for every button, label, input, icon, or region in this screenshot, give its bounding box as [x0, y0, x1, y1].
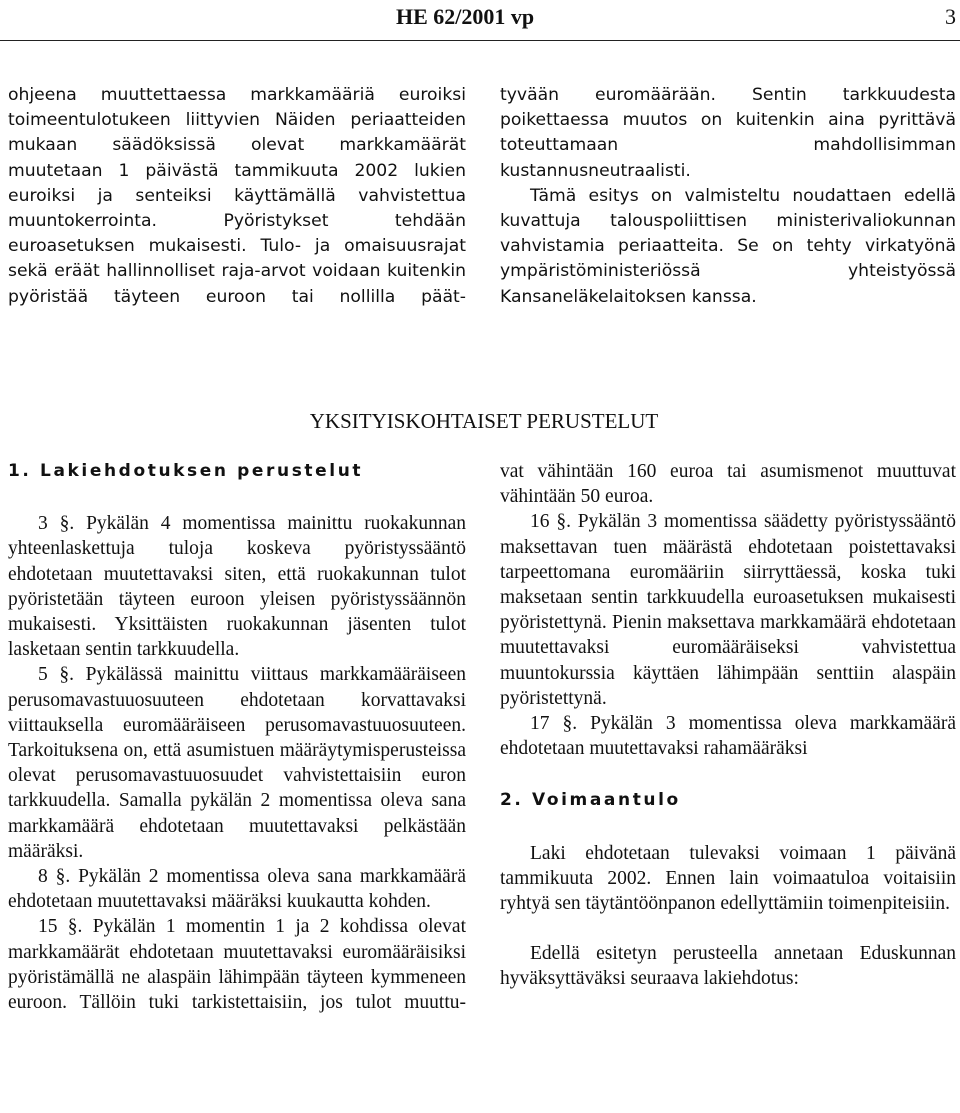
top-left-column [8, 83, 466, 310]
section-paragraph: Edellä esitetyn perusteella annetaan Eduskunnan hyväksyttäväksi seuraava lakiehdotus: [500, 943, 956, 990]
section-paragraph: 17 §. Pykälän 3 momentissa oleva markkamäärä ehdotetaan muutettavaksi rahamääräksi [500, 713, 956, 760]
page-number: 3 [945, 4, 956, 29]
document-id: HE 62/2001 vp [396, 4, 535, 29]
section-paragraph: 16 §. Pykälän 3 momentissa säädetty pyöristyssääntö maksettavan tuen määrästä ehdotetaan poistettavaksi tarpeettomana euromääriin siirryttäessä, koska tuki maksetaan sentin tarkkuudella euroasetuksen mukaisesti pyöristettynä. Pienin maksettava markkamäärä ehdotetaan muutettavaksi euromääräiseksi vahvistettua muuntokurssia käyttäen lähimpään senttiin alaspäin pyöristettynä. [500, 511, 956, 709]
body-paragraph: Tämä esitys on valmisteltu noudattaen edellä kuvattuja talouspoliittisen ministerivaliokunnan vahvistamia periaatteita. Se on tehty virkatyönä ympäristöministeriössä yhteistyössä Kansaneläkelaitoksen kanssa. [500, 185, 956, 307]
section-paragraph: 3 §. Pykälän 4 momentissa mainittu ruokakunnan yhteenlaskettuja tuloja koskeva pyöristyssääntö ehdotetaan muutettavaksi siten, että ruokakunnan tulot pyöristetään täyteen euroon yleisen pyöristyssäännön mukaisesti. Yksittäisten ruokakunnan jäsenten tulot lasketaan sentin tarkkuudella. [8, 513, 466, 661]
body-paragraph: tyvään euromäärään. Sentin tarkkuudesta poikettaessa muutos on kuitenkin aina pyrittävä toteuttamaan mahdollisimman kustannusneutraalisti. [500, 85, 956, 181]
section-paragraph: 15 §. Pykälän 1 momentin 1 ja 2 kohdissa olevat markkamäärät ehdotetaan muutettavaksi euromääräisiksi pyöristämällä ne alaspäin lähimpään täyteen kymmeneen euroon. Tällöin tuki tarkistettaisiin, jos tulot muuttu- [8, 916, 466, 1014]
body-paragraph: ohjeena muuttettaessa markkamääriä euroiksi toimeentulotukeen liittyvien Näiden periaatteiden mukaan säädöksissä olevat markkamäärät muutetaan 1 päivästä tammikuuta 2002 lukien euroiksi ja senteiksi käyttämällä vahvistettua muuntokerrointa. Pyöristykset tehdään euroasetuksen mukaisesti. Tulo- ja omaisuusrajat sekä eräät hallinnolliset raja-arvot voidaan kuitenkin pyöristää täyteen euroon tai nollilla päät- [8, 85, 466, 307]
section-paragraph: vat vähintään 160 euroa tai asumismenot muuttuvat vähintään 50 euroa. [500, 461, 956, 508]
section-paragraph: 5 §. Pykälässä mainittu viittaus markkamääräiseen perusomavastuuosuuteen ehdotetaan korvattavaksi viittauksella euromääräiseen perusomavastuuosuuteen. Tarkoituksena on, että asumistuen määräytymisperusteissa olevat perusomavastuuosuudet vahvistettaisiin euron tarkkuudella. Samalla pykälän 2 momentissa oleva sana markkamäärä ehdotetaan muutettavaksi pelkästään määräksi. [8, 664, 466, 862]
bottom-right-column [500, 459, 956, 992]
top-right-column [500, 83, 956, 310]
section-paragraph: 8 §. Pykälän 2 momentissa oleva sana markkamäärä ehdotetaan muutettavaksi määräksi kuukautta kohden. [8, 866, 466, 913]
main-heading: YKSITYISKOHTAISET PERUSTELUT [309, 409, 659, 433]
page-header [0, 0, 960, 41]
section-heading: 2. Voimaantulo [500, 790, 681, 811]
section-heading: 1. Lakiehdotuksen perustelut [8, 461, 364, 481]
section-paragraph: Laki ehdotetaan tulevaksi voimaan 1 päivänä tammikuuta 2002. Ennen lain voimaatuloa voitaisiin ryhtyä sen täytäntöönpanon edellyttämiin toimenpiteisiin. [500, 842, 956, 915]
bottom-left-column [8, 459, 466, 1015]
